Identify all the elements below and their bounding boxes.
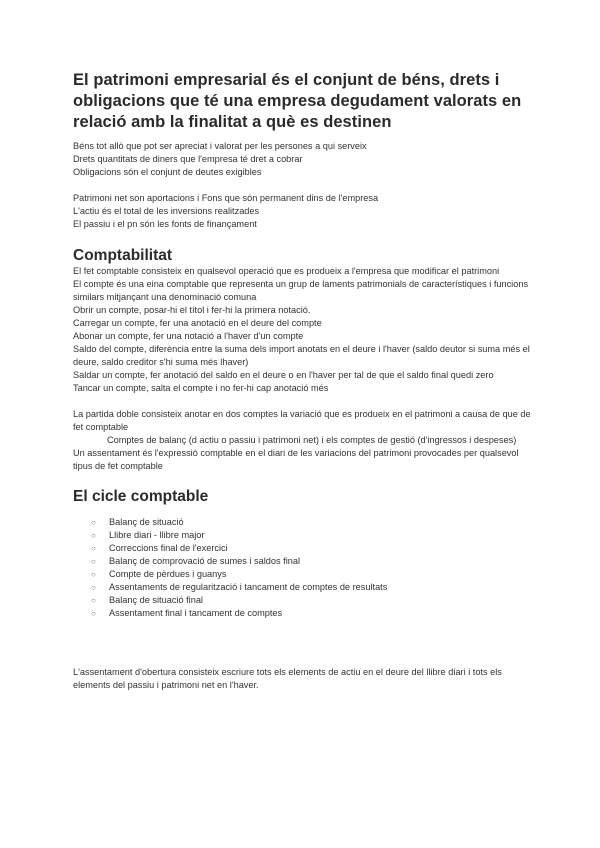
list-item: ○ Assentament final i tancament de comptes <box>91 608 283 618</box>
intro2-block <box>73 192 533 231</box>
partida-indent: Comptes de balanç (d actiu o passiu i patrimoni net) i els comptes de gestió (d'ingressos i despeses) <box>107 435 517 445</box>
definition-line: Saldo del compte, diferència entre la suma dels import anotats en el deure i l'haver (saldo deutor si suma més el deure, saldo creditor s'hi suma més lhaver) <box>73 344 530 367</box>
intro-line: Drets quantitats de diners que l'empresa té dret a cobrar <box>73 154 303 164</box>
intro2-line: Patrimoni net son aportacions i Fons que són permanent dins de l'empresa <box>73 193 379 203</box>
list-item: ○ Balanç de situació final <box>91 595 203 605</box>
definition-line: Carregar un compte, fer una anotació en el deure del compte <box>73 318 322 328</box>
circle-bullet-icon: ○ <box>91 531 96 540</box>
circle-bullet-icon: ○ <box>91 518 96 527</box>
list-item: ○ Assentaments de regularització i tancament de comptes de resultats <box>91 582 388 592</box>
assentament-paragraph: Un assentament és l'expressió comptable en el diari de les variacions del patrimoni provocades per qualsevol tipus de fet comptable <box>73 448 519 471</box>
final-paragraph: L'assentament d'obertura consisteix escriure tots els elements de actiu en el deure del llibre diari i tots els elements del passiu i patrimoni net en l'haver. <box>73 667 502 690</box>
section-heading: El cicle comptable <box>73 488 209 505</box>
circle-bullet-icon: ○ <box>91 609 96 618</box>
document-page <box>73 70 533 692</box>
list-item: ○ Compte de pèrdues i guanys <box>91 569 227 579</box>
page-title: El patrimoni empresarial és el conjunt de béns, drets i obligacions que té una empresa degudament valorats en relació amb la finalitat a què es destinen <box>73 71 522 131</box>
circle-bullet-icon: ○ <box>91 583 96 592</box>
list-item: ○ Correccions final de l'exercici <box>91 543 228 553</box>
partida-paragraph: La partida doble consisteix anotar en dos comptes la variació que es produeix en el patrimoni a causa de que de fet comptable <box>73 409 531 432</box>
circle-bullet-icon: ○ <box>91 570 96 579</box>
cycle-list <box>73 516 533 620</box>
intro-line: Obligacions són el conjunt de deutes exigibles <box>73 167 262 177</box>
definition-line: Obrir un compte, posar-hi el títol i fer-hi la primera notació. <box>73 305 311 315</box>
section-cicle <box>73 488 533 692</box>
list-item: ○ Llibre diari - llibre major <box>91 530 205 540</box>
intro2-line: L'actiu és el total de les inversions realitzades <box>73 206 260 216</box>
section-heading: Comptabilitat <box>73 247 173 264</box>
definition-line: Saldar un compte, fer anotació del saldo en el deure o en l'haver per tal de que el saldo final quedi zero <box>73 370 494 380</box>
intro-line: Béns tot allò que pot ser apreciat i valorat per les persones a qui serveix <box>73 141 367 151</box>
list-item: ○ Balanç de comprovació de sumes i saldos final <box>91 556 300 566</box>
section-comptabilitat <box>73 247 533 473</box>
intro2-line: El passiu i el pn són les fonts de finançament <box>73 219 257 229</box>
partida-block <box>73 408 533 473</box>
circle-bullet-icon: ○ <box>91 596 96 605</box>
circle-bullet-icon: ○ <box>91 557 96 566</box>
list-item: ○ Balanç de situació <box>91 517 184 527</box>
definition-line: Tancar un compte, salta el compte i no fer-hi cap anotació més <box>73 383 329 393</box>
circle-bullet-icon: ○ <box>91 544 96 553</box>
definition-line: El compte és una eina comptable que representa un grup de laments patrimonials de característiques i funcions similars mitjançant una denominació comuna <box>73 279 529 302</box>
intro-block <box>73 140 533 179</box>
definition-line: El fet comptable consisteix en qualsevol operació que es produeix a l'empresa que modificar el patrimoni <box>73 266 500 276</box>
definition-line: Abonar un compte, fer una notació a l'haver d'un compte <box>73 331 304 341</box>
